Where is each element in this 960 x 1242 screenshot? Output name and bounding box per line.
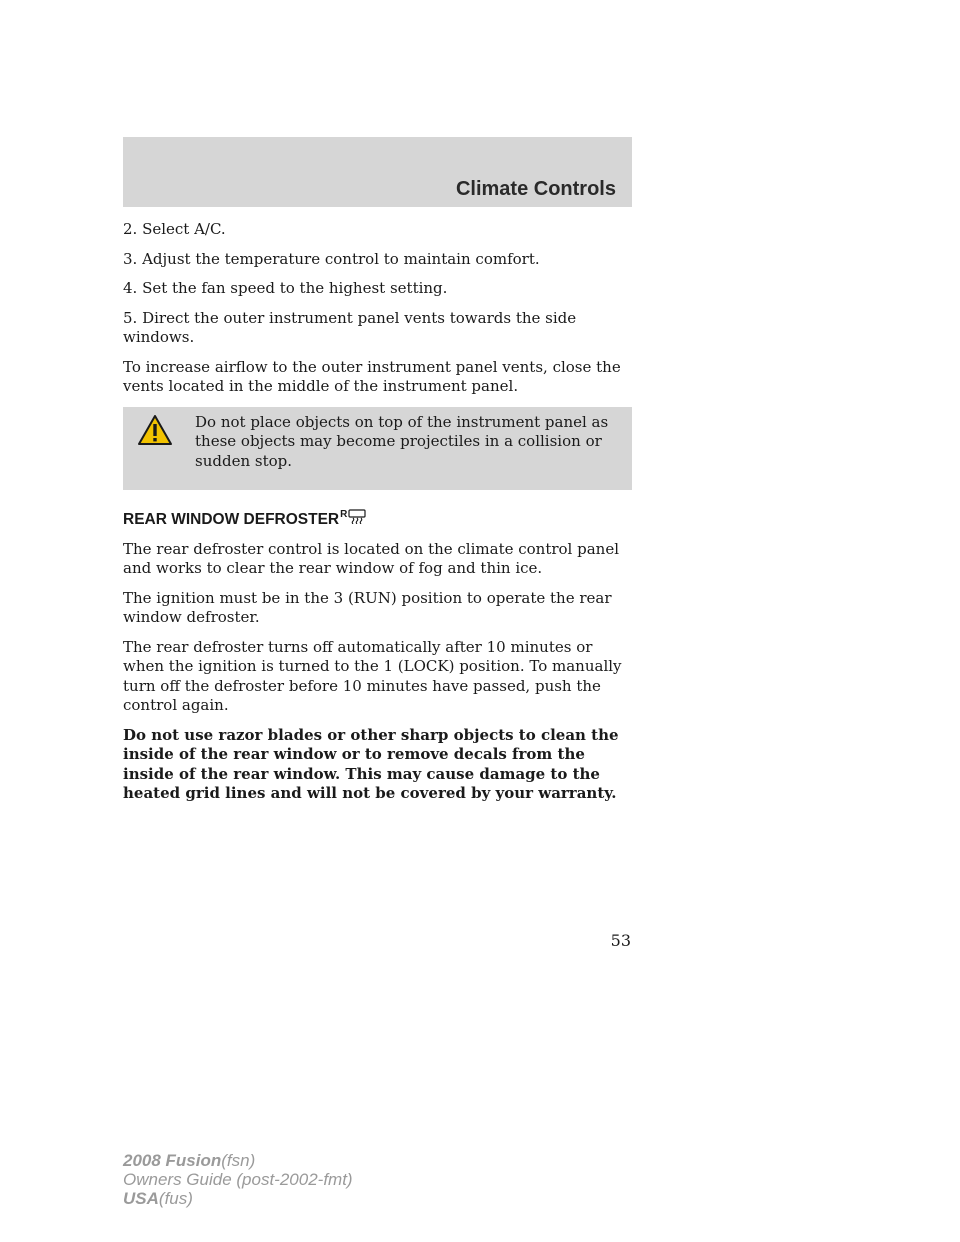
footer-line-1	[123, 1151, 353, 1170]
page-number: 53	[610, 931, 631, 950]
step-3: 3. Adjust the temperature control to maintain comfort.	[123, 249, 540, 268]
defroster-auto-off: The rear defroster turns off automatically after 10 minutes or when the ignition is turned to the 1 (LOCK) position. To manually turn off the defroster before 10 minutes have passed, push the control again.	[123, 637, 622, 714]
footer-line-2: Owners Guide (post-2002-fmt)	[123, 1170, 353, 1189]
rear-defroster-heading-superscript: R	[340, 509, 348, 520]
document-footer	[123, 1151, 353, 1208]
footer-model: 2008 Fusion	[123, 1151, 222, 1170]
step-2: 2. Select A/C.	[123, 220, 226, 238]
step-5: 5. Direct the outer instrument panel vents towards the side windows.	[123, 308, 577, 346]
section-title: Climate Controls	[455, 178, 616, 200]
defroster-caution: Do not use razor blades or other sharp objects to clean the inside of the rear window or to remove decals from the inside of the rear window. This may cause damage to the heated grid lines and will not be covered by your warranty.	[123, 725, 619, 802]
footer-model-code: (fsn)	[221, 1151, 256, 1170]
defroster-location: The rear defroster control is located on the climate control panel and works to clear the rear window of fog and thin ice.	[123, 539, 620, 577]
rear-defroster-heading-text: REAR WINDOW DEFROSTER	[123, 511, 340, 528]
warning-box	[123, 407, 632, 491]
section-header-band	[123, 137, 632, 207]
footer-line-3	[123, 1189, 353, 1208]
footer-market: USA	[123, 1189, 159, 1208]
warning-triangle-icon	[137, 414, 173, 446]
step-4: 4. Set the fan speed to the highest setting.	[123, 279, 448, 297]
footer-market-code: (fus)	[158, 1189, 193, 1208]
rear-defroster-heading	[123, 510, 632, 530]
defroster-ignition: The ignition must be in the 3 (RUN) position to operate the rear window defroster.	[123, 588, 612, 626]
warning-text: Do not place objects on top of the instrument panel as these objects may become projectiles in a collision or sudden stop.	[195, 412, 609, 470]
airflow-note: To increase airflow to the outer instrument panel vents, close the vents located in the middle of the instrument panel.	[123, 357, 621, 395]
page-content	[123, 220, 632, 814]
rear-defrost-icon	[348, 508, 366, 524]
